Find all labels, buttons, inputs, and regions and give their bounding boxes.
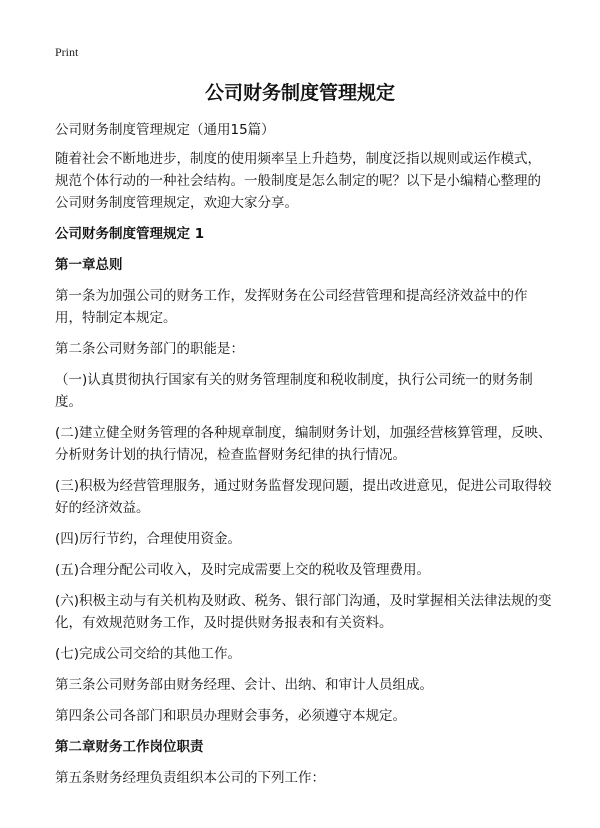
page-title: 公司财务制度管理规定 — [204, 82, 395, 104]
duty-item: (二)建立健全财务管理的各种规章制度，编制财务计划，加强经营核算管理，反映、分析财务计划的执行情况，检查监督财务纪律的执行情况。 — [55, 425, 552, 463]
document-body — [55, 119, 552, 798]
document-subtitle: 公司财务制度管理规定（通用15篇） — [55, 122, 275, 138]
intro-paragraph: 随着社会不断地进步，制度的使用频率呈上升趋势，制度泛指以规则或运作模式，规范个体行动的一种社会结构。一般制度是怎么制定的呢？以下是小编精心整理的公司财务制度管理规定，欢迎大家分享。 — [55, 151, 541, 211]
chapter-heading: 第一章总则 — [55, 257, 123, 273]
article-paragraph: 第五条财务经理负责组织本公司的下列工作： — [55, 770, 325, 786]
article-paragraph: 第四条公司各部门和职员办理财会事务，必须遵守本规定。 — [55, 708, 406, 724]
duty-item: （一)认真贯彻执行国家有关的财务管理制度和税收制度，执行公司统一的财务制度。 — [55, 372, 533, 410]
duty-item: (六)积极主动与有关机构及财政、税务、银行部门沟通，及时掌握相关法律法规的变化，有效规范财务工作，及时提供财务报表和有关资料。 — [55, 593, 552, 631]
chapter-heading: 第二章财务工作岗位职责 — [55, 739, 204, 755]
duty-item: (五)合理分配公司收入，及时完成需要上交的税收及管理费用。 — [55, 562, 431, 578]
section-heading: 公司财务制度管理规定 1 — [55, 226, 205, 242]
duty-item: (四)厉行节约，合理使用资金。 — [55, 531, 242, 547]
print-link[interactable]: Print — [55, 45, 79, 59]
article-paragraph: 第一条为加强公司的财务工作，发挥财务在公司经营管理和提高经济效益中的作用，特制定本规定。 — [55, 288, 528, 326]
article-paragraph: 第二条公司财务部门的职能是： — [55, 341, 244, 357]
duty-item: (三)积极为经营管理服务，通过财务监督发现问题，提出改进意见，促进公司取得较好的经济效益。 — [55, 478, 552, 516]
article-paragraph: 第三条公司财务部由财务经理、会计、出纳、和审计人员组成。 — [55, 677, 433, 693]
duty-item: (七)完成公司交给的其他工作。 — [55, 646, 242, 662]
